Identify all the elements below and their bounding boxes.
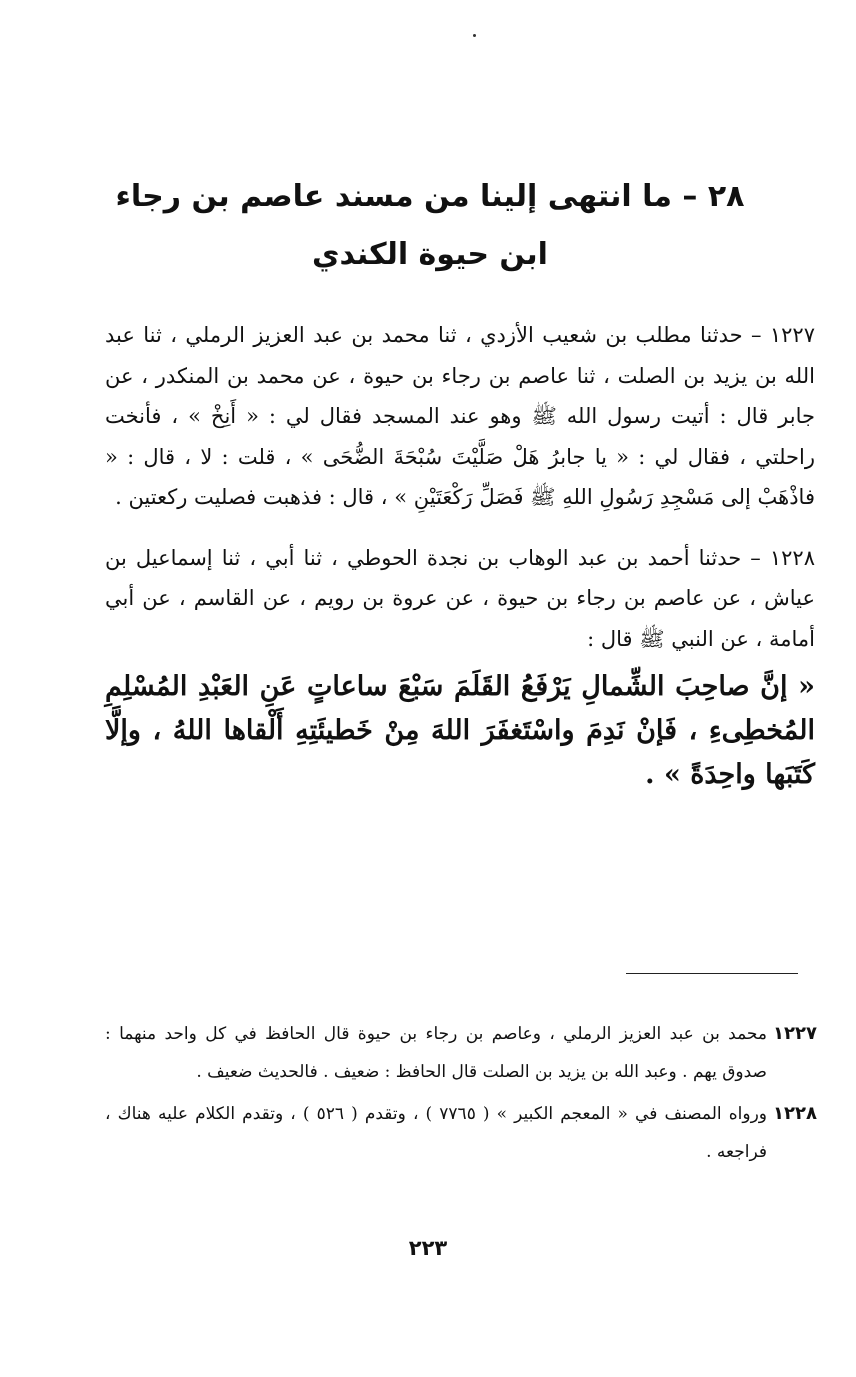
- main-text: [105, 315, 815, 797]
- top-dot-mark: [473, 34, 476, 37]
- footnote-number: ١٢٢٧: [773, 1023, 817, 1044]
- chapter-heading: [100, 168, 760, 284]
- hadith-paragraph-1228: ١٢٢٨ – حدثنا أحمد بن عبد الوهاب بن نجدة الحوطي ، ثنا أبي ، ثنا إسماعيل بن عياش ، عن عاصم بن رجاء بن حيوة ، عن عروة بن رويم ، عن القاسم ، عن أبي أمامة ، عن النبي ﷺ قال :: [105, 545, 815, 651]
- footnote-number: ١٢٢٨: [773, 1103, 817, 1124]
- hadith-quote: « إنَّ صاحِبَ الشِّمالِ يَرْفَعُ القَلَمَ سَبْعَ ساعاتٍ عَنِ العَبْدِ المُسْلِمِ المُخطِىءِ ، فَإنْ نَدِمَ واسْتَغفَرَ اللهَ مِنْ خَطيئَتِهِ أَلْقاها اللهُ ، وإلَّا كَتَبَها واحِدَةً » .: [105, 671, 815, 790]
- hadith-paragraph-1227: ١٢٢٧ – حدثنا مطلب بن شعيب الأزدي ، ثنا محمد بن عبد العزيز الرملي ، ثنا عبد الله بن يزيد بن الصلت ، ثنا عاصم بن رجاء بن حيوة ، عن محمد بن المنكدر ، عن جابر قال : أتيت رسول الله ﷺ وهو عند المسجد فقال لي : « أَنِخْ » ، فأنخت راحلتي ، فقال لي : « يا جابرُ هَلْ صَلَّيْتَ سُبْحَةَ الضُّحَى » ، قلت : لا ، قال : « فاذْهَبْ إلى مَسْجِدِ رَسُولِ اللهِ ﷺ فَصَلِّ رَكْعَتَيْنِ » ، قال : فذهبت فصليت ركعتين .: [105, 323, 815, 509]
- footnote-1228: [105, 1095, 817, 1171]
- chapter-heading-line-1: ٢٨ – ما انتهى إلينا من مسند عاصم بن رجاء: [115, 179, 745, 214]
- footnote-text: ورواه المصنف في « المعجم الكبير » ( ٧٧٦٥ ) ، وتقدم ( ٥٢٦ ) ، وتقدم الكلام عليه هناك ، فراجعه .: [105, 1104, 768, 1162]
- footnote-text: محمد بن عبد العزيز الرملي ، وعاصم بن رجاء بن حيوة قال الحافظ في كل واحد منهما : صدوق يهم . وعبد الله بن يزيد بن الصلت قال الحافظ : ضعيف . فالحديث ضعيف .: [105, 1024, 767, 1082]
- footnote-separator: [626, 973, 798, 974]
- chapter-heading-line-2: ابن حيوة الكندي: [312, 237, 548, 272]
- footnote-1227: [105, 1015, 817, 1091]
- footnotes: [105, 1015, 817, 1175]
- page-number: ٢٢٣: [408, 1236, 448, 1260]
